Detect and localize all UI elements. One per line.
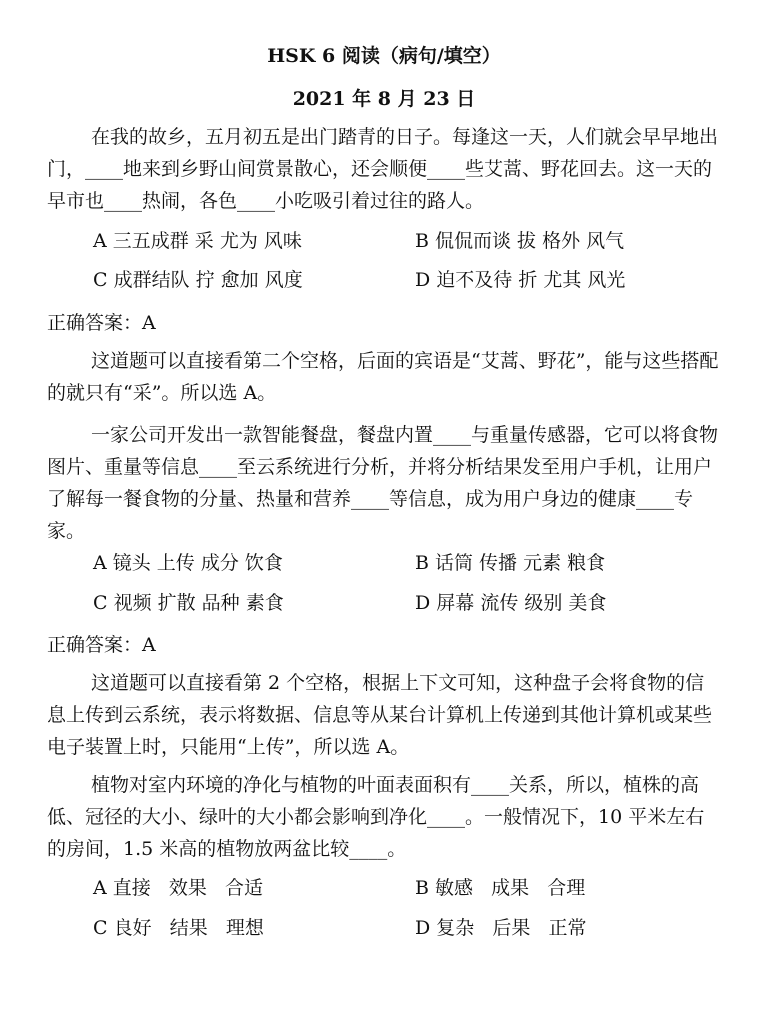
question-2-passage: 一家公司开发出一款智能餐盘，餐盘内置____与重量传感器，它可以将食物图片、重量等信息____至云系统进行分析，并将分析结果发至用户手机，让用户了解每一餐食物的分量、热量和营养____等信息，成为用户身边的健康____专家。 [47,424,719,542]
question-1-option-c: C 成群结队 拧 愈加 风度 [93,269,303,291]
question-2-explanation: 这道题可以直接看第 2 个空格，根据上下文可知，这种盘子会将食物的信息上传到云系统，表示将数据、信息等从某台计算机上传递到其他计算机或某些电子装置上时，只能用“上传”，所以选 A。 [47,672,713,758]
page-date: 2021 年 8 月 23 日 [292,88,476,110]
question-1-option-a: A 三五成群 采 尤为 风味 [93,230,302,252]
question-3-passage: 植物对室内环境的净化与植物的叶面表面积有____关系，所以，植株的高低、冠径的大小、绿叶的大小都会影响到净化____。一般情况下，10 平米左右的房间，1.5 米高的植物放两盆比较____。 [47,774,705,860]
question-2-option-d: D 屏幕 流传 级别 美食 [415,592,607,614]
question-3-option-b: B 敏感 成果 合理 [415,877,586,899]
question-1-option-b: B 侃侃而谈 拔 格外 风气 [415,230,625,252]
question-1-option-d: D 迫不及待 折 尤其 风光 [415,269,626,291]
page-title: HSK 6 阅读（病句/填空） [267,45,501,67]
question-2-answer: 正确答案：A [47,634,156,656]
question-1-passage: 在我的故乡，五月初五是出门踏青的日子。每逢这一天，人们就会早早地出门，____地来到乡野山间赏景散心，还会顺便____些艾蒿、野花回去。这一天的早市也____热闹，各色____小吃吸引着过往的路人。 [47,126,719,212]
question-3-option-d: D 复杂 后果 正常 [415,917,587,939]
question-3-option-a: A 直接 效果 合适 [93,877,263,899]
question-1-answer: 正确答案：A [47,312,156,334]
question-2-option-c: C 视频 扩散 品种 素食 [93,592,284,614]
question-2-option-b: B 话筒 传播 元素 粮食 [415,552,606,574]
question-2-option-a: A 镜头 上传 成分 饮食 [93,552,283,574]
question-1-explanation: 这道题可以直接看第二个空格，后面的宾语是“艾蒿、野花”，能与这些搭配的就只有“采”。所以选 A。 [47,350,719,404]
question-3-option-c: C 良好 结果 理想 [93,917,264,939]
